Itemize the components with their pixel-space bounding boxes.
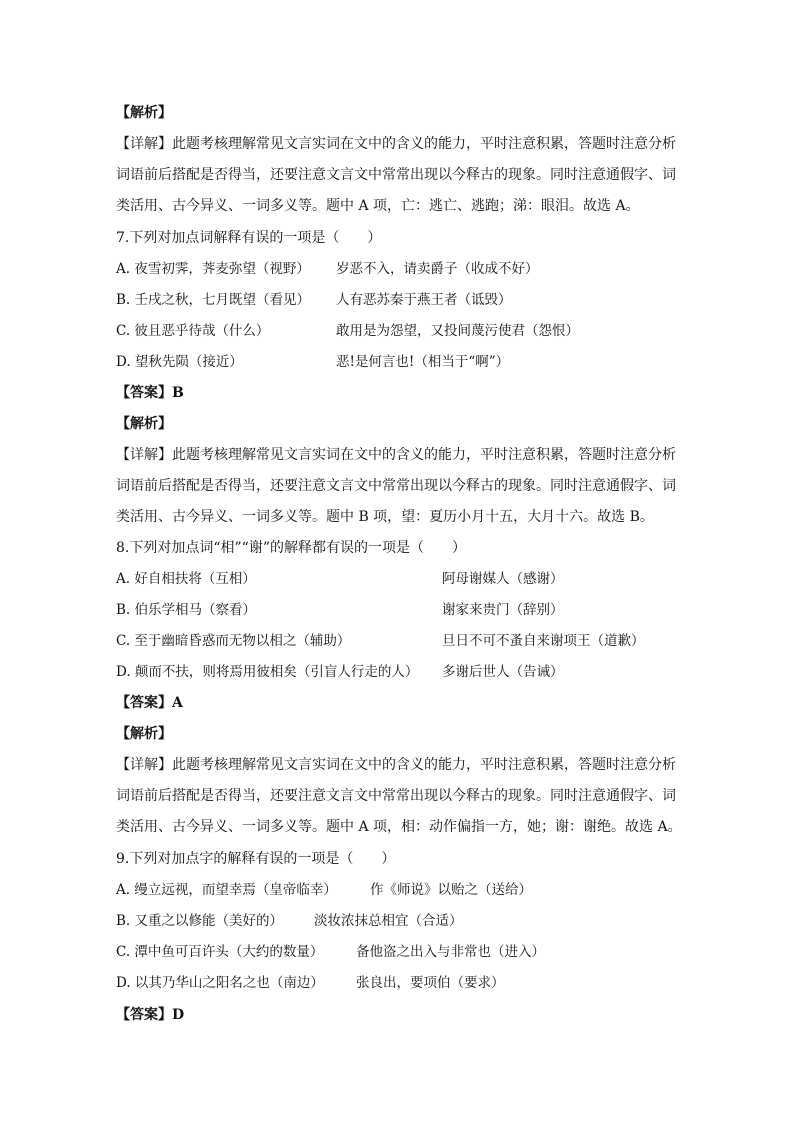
- question-9-option-a: [116, 879, 532, 901]
- analysis-detail-line: 类活用、古今异义、一词多义等。题中 A 项，亡：逃亡、逃跑；涕：眼泪。故选 A。: [116, 198, 640, 214]
- option-right: 张良出，要项伯（要求）: [356, 975, 505, 991]
- question-9-answer: 【答案】D: [116, 1007, 185, 1023]
- question-9-option-c: [116, 941, 545, 963]
- question-9-option-d: [116, 972, 505, 994]
- analysis-detail-line: 【详解】此题考核理解常见文言实词在文中的含义的能力，平时注意积累，答题时注意分析: [116, 136, 676, 152]
- option-left: C. 彼且恶乎待哉（什么）: [116, 323, 270, 339]
- question-9-stem: 9.下列对加点字的解释有误的一项是（ ）: [116, 851, 396, 867]
- question-7-analysis-line: 类活用、古今异义、一词多义等。题中 B 项，望：夏历小月十五，大月十六。故选 B。: [116, 509, 654, 525]
- option-right: 作《师说》以贻之（送给）: [370, 882, 532, 898]
- option-right: 多谢后世人（告诫）: [442, 664, 564, 680]
- question-8-stem: 8.下列对加点词“相”“谢”的解释都有误的一项是（ ）: [116, 540, 466, 556]
- option-left: A. 夜雪初霁，荠麦弥望（视野）: [116, 261, 310, 277]
- question-8-option-a: [116, 568, 564, 590]
- question-8-answer: 【答案】A: [116, 695, 183, 711]
- question-8-analysis-line: 【详解】此题考核理解常见文言实词在文中的含义的能力，平时注意积累，答题时注意分析: [116, 757, 676, 773]
- question-7-option-d: [116, 351, 510, 373]
- question-7-answer: 【答案】B: [116, 385, 184, 401]
- question-7-stem: 7.下列对加点词解释有误的一项是（ ）: [116, 230, 382, 246]
- question-7-option-c: [116, 320, 579, 342]
- option-left: D. 望秋先陨（接近）: [116, 354, 243, 370]
- question-8-analysis-line: 类活用、古今异义、一词多义等。题中 A 项，相：动作偏指一方，她；谢：谢绝。故选 A。: [116, 819, 682, 835]
- option-right: 恶!是何言也!（相当于“啊”）: [336, 354, 510, 370]
- question-8-option-d: [116, 661, 564, 683]
- question-7-analysis-line: 【详解】此题考核理解常见文言实词在文中的含义的能力，平时注意积累，答题时注意分析: [116, 447, 676, 463]
- question-7-option-a: [116, 258, 539, 280]
- option-left: A. 缦立远视，而望幸焉（皇帝临幸）: [116, 882, 337, 898]
- analysis-label: 【解析】: [116, 105, 172, 121]
- option-right: 备他盗之出入与非常也（进入）: [356, 944, 545, 960]
- option-right: 阿母谢媒人（感谢）: [442, 571, 564, 587]
- option-left: D. 以其乃华山之阳名之也（南边）: [116, 975, 324, 991]
- option-right: 人有恶苏秦于燕王者（诋毁）: [336, 292, 512, 308]
- option-right: 岁恶不入，请卖爵子（收成不好）: [336, 261, 539, 277]
- question-7-option-b: [116, 289, 512, 311]
- option-right: 淡妆浓抹总相宜（合适）: [314, 913, 463, 929]
- option-left: D. 颠而不扶，则将焉用彼相矣（引盲人行走的人）: [116, 664, 419, 680]
- option-left: B. 又重之以修能（美好的）: [116, 913, 284, 929]
- option-right: 谢家来贵门（辞别）: [442, 602, 564, 618]
- option-left: B. 伯乐学相马（察看）: [116, 602, 257, 618]
- option-left: C. 潭中鱼可百许头（大约的数量）: [116, 944, 324, 960]
- question-9-option-b: [116, 910, 463, 932]
- question-8-option-b: [116, 599, 564, 621]
- option-right: 敢用是为怨望，又投间蔑污使君（怨恨）: [336, 323, 579, 339]
- question-7-analysis-line: 词语前后搭配是否得当，还要注意文言文中常常出现以今释古的现象。同时注意通假字、词: [116, 478, 676, 494]
- option-left: A. 好自相扶将（互相）: [116, 571, 256, 587]
- option-left: B. 壬戌之秋，七月既望（看见）: [116, 292, 311, 308]
- option-left: C. 至于幽暗昏惑而无物以相之（辅助）: [116, 633, 351, 649]
- option-right: 旦日不可不蚤自来谢项王（道歉）: [442, 633, 645, 649]
- question-8-analysis-label: 【解析】: [116, 726, 172, 742]
- question-8-option-c: [116, 630, 645, 652]
- question-8-analysis-line: 词语前后搭配是否得当，还要注意文言文中常常出现以今释古的现象。同时注意通假字、词: [116, 788, 676, 804]
- analysis-detail-line: 词语前后搭配是否得当，还要注意文言文中常常出现以今释古的现象。同时注意通假字、词: [116, 167, 676, 183]
- question-7-analysis-label: 【解析】: [116, 416, 172, 432]
